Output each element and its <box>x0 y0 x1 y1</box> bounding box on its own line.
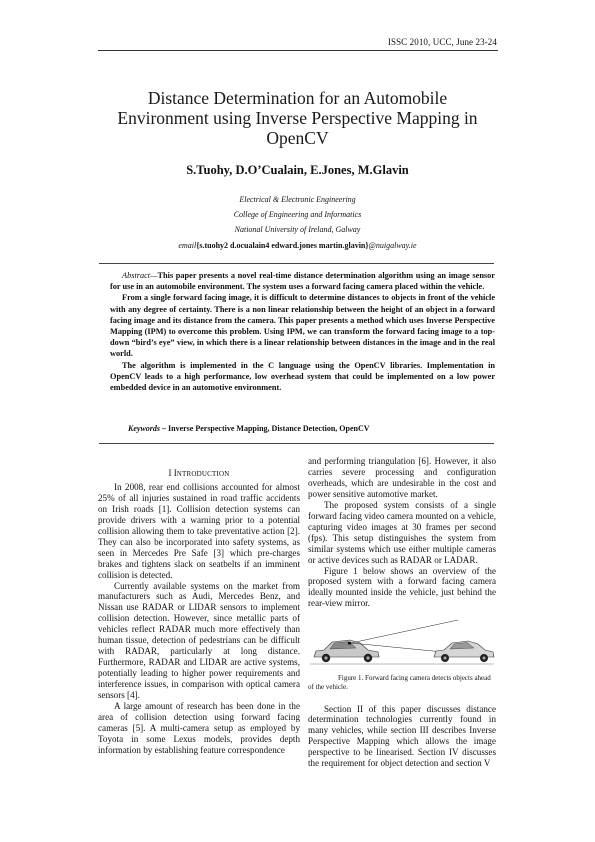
intro-paragraph-4: and performing triangulation [6]. However, it also carries severe processing and configuration overheads, which are undesirable in the cost and power sensitive automotive market. <box>308 456 496 499</box>
email-prefix: email <box>178 241 197 250</box>
email-domain: @nuigalway.ie <box>368 241 417 250</box>
paper-title: Distance Determination for an Automobile Environment using Inverse Perspective Mapping in OpenCV <box>117 88 478 148</box>
ego-car-drawing <box>314 640 379 662</box>
figure-1 <box>308 617 496 671</box>
abstract <box>110 270 495 393</box>
abstract-bottom-rule <box>99 443 494 444</box>
affiliation-college: College of Engineering and Informatics <box>233 210 362 219</box>
section-heading <box>98 468 300 480</box>
left-column <box>98 456 300 756</box>
affiliation-university: National University of Ireland, Galway <box>234 225 361 234</box>
email-names: {s.tuohy2 d.ocualain4 edward.jones martin.glavin} <box>196 241 369 250</box>
abstract-paragraph-1 <box>110 270 495 292</box>
affiliation-department: Electrical & Electronic Engineering <box>239 195 356 204</box>
figure-1-caption: Figure 1. Forward facing camera detects objects ahead of the vehicle. <box>308 674 491 691</box>
keywords-text: – Inverse Perspective Mapping, Distance Detection, OpenCV <box>160 424 370 433</box>
intro-paragraph-2: Currently available systems on the market from manufacturers such as Audi, Mercedes Benz, and Nissan use RADAR or LIDAR sensors to implement collision detection. However, since metallic parts of vehicles reflect RADAR much more effectively than human tissue, detection of pedestrians can be difficult with RADAR, particularly at long distance. Furthermore, RADAR and LIDAR are active systems, potentially leading to higher power requirements and interference issues, in comparison with optical camera sensors [4]. <box>98 580 300 701</box>
header-rule <box>98 50 498 51</box>
author-emails <box>100 241 495 250</box>
keywords <box>128 424 488 433</box>
abstract-paragraph-2: From a single forward facing image, it is difficult to determine distances to objects in front of the vehicle with any degree of certainty. There is a non linear relationship between the height of an object in a forward facing image and its distance from the camera. This paper presents a method which uses Inverse Perspective Mapping (IPM) to overcome this problem. Using IPM, we can transform the forward facing image to a top-down “bird’s eye” view, in which there is a linear relationship between distances in the image and in the real world. <box>110 293 495 359</box>
intro-paragraph-7: Section II of this paper discusses distance determination technologies currently found in many vehicles, while section III describes Inverse Perspective Mapping which allows the image perspective to be linearised. Section IV discusses the requirement for object detection and section V <box>308 703 496 769</box>
intro-paragraph-1: In 2008, rear end collisions accounted for almost 25% of all injuries sustained in road traffic accidents on Irish roads [1]. Collision detection systems can provide drivers with a warning prior to a potential collision allowing them to take preventative action [2]. They can also be incorporated into safety systems, as seen in Mercedes Pre Safe [3] which pre-charges brakes and tightens slack on seatbelts if an imminent collision is detected. <box>98 481 300 580</box>
paper-authors: S.Tuohy, D.O’Cualain, E.Jones, M.Glavin <box>186 163 409 177</box>
conference-header: ISSC 2010, UCC, June 23-24 <box>387 37 497 47</box>
keywords-lead: Keywords <box>128 424 160 433</box>
section-number: I I <box>168 468 177 478</box>
intro-paragraph-6: Figure 1 below shows an overview of the proposed system with a forward facing camera ideally mounted inside the vehicle, just behind the rear-view mirror. <box>308 565 496 609</box>
section-title: NTRODUCTION <box>176 470 230 478</box>
intro-paragraph-5: The proposed system consists of a single forward facing video camera mounted on a vehicle, capturing video images at 30 frames per second (fps). This setup distinguishes the system from similar systems which use either multiple cameras or active devices such as RADAR or LADAR. <box>308 499 496 565</box>
abstract-text-1: This paper presents a novel real-time distance determination algorithm using an image sensor for use in an automobile environment. The system uses a forward facing camera placed within the vehicle. <box>110 271 495 292</box>
figure-1-illustration <box>308 617 496 671</box>
front-car-drawing <box>434 641 494 662</box>
right-column <box>308 456 496 769</box>
abstract-paragraph-3: The algorithm is implemented in the C language using the OpenCV libraries. Implementation in OpenCV leads to a high performance, low overhead system that could be implemented on a low power embedded device in an automotive environment. <box>110 360 495 393</box>
abstract-top-rule <box>99 263 494 264</box>
abstract-lead: Abstract— <box>122 271 158 280</box>
intro-paragraph-3: A large amount of research has been done in the area of collision detection using forward facing cameras [5]. A multi-camera setup as employed by Toyota in some Lexus models, provides depth information by establishing feature correspondence <box>98 701 300 755</box>
